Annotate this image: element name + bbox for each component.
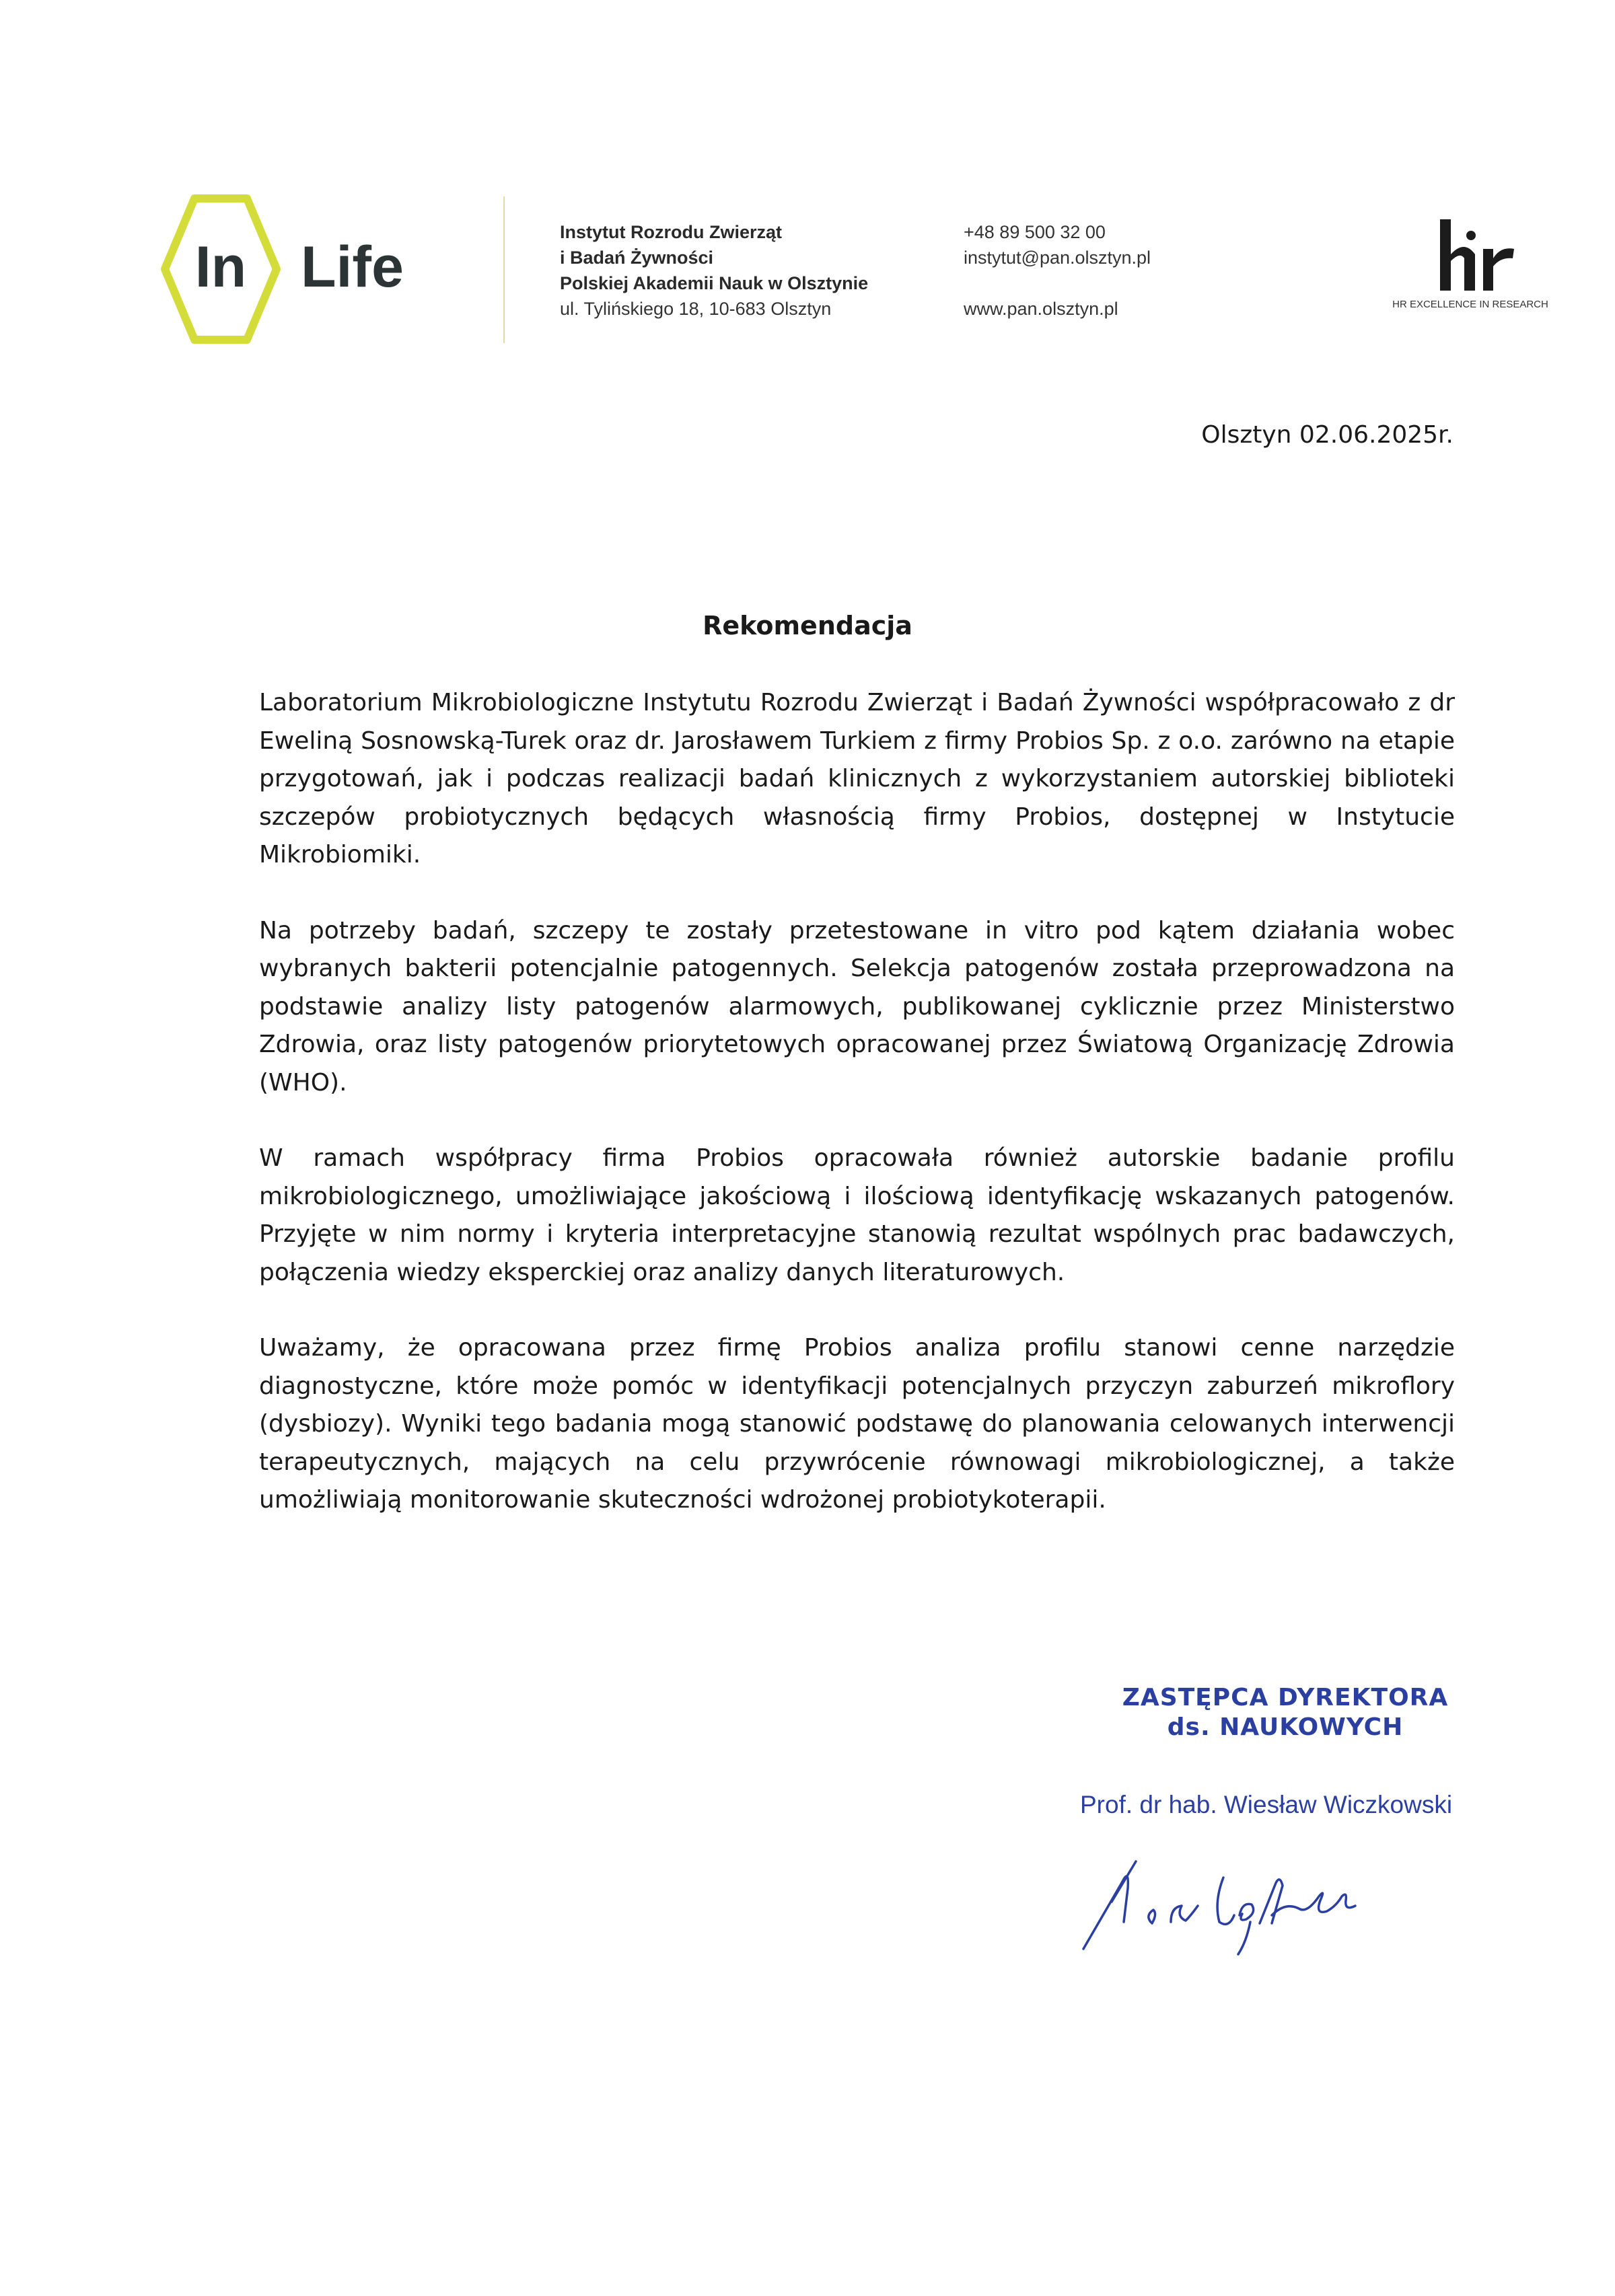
header-divider	[503, 196, 505, 343]
logo-text-life: Life	[301, 235, 404, 299]
inlife-logo	[151, 192, 421, 346]
handwritten-signature	[1070, 1821, 1487, 1956]
email-link[interactable]: instytut@pan.olsztyn.pl	[964, 248, 1151, 268]
signature-block	[1050, 1683, 1521, 1818]
hr-caption: HR EXCELLENCE IN RESEARCH	[1392, 299, 1548, 310]
signer-name: Prof. dr hab. Wiesław Wiczkowski	[1080, 1791, 1453, 1818]
hr-excellence-logo	[1386, 219, 1554, 320]
paragraph-2: Na potrzeby badań, szczepy te zostały przetestowane in vitro pod kątem działania wobec wybranych bakterii potencjalnie patogennych. Selekcja patogenów została przeprowadzona na podstawie analizy listy patogenów alarmowych, publikowanej cyklicznie przez Ministerstwo Zdrowia, oraz listy patogenów priorytetowych opracowanej przez Światową Organizację Zdrowia (WHO).	[259, 916, 1455, 1097]
institute-name-line-3: Polskiej Akademii Nauk w Olsztynie	[560, 273, 869, 293]
letter-body	[259, 684, 1455, 1520]
paragraph-3: W ramach współpracy firma Probios opracowała również autorskie badanie profilu mikrobiologicznego, umożliwiające jakościową i ilościową identyfikację wskazanych patogenów. Przyjęte w nim normy i kryteria interpretacyjne stanowią rezultat wspólnych prac badawczych, połączenia wiedzy eksperckiej oraz analizy danych literaturowych.	[259, 1144, 1455, 1286]
institute-name-line-1: Instytut Rozrodu Zwierząt	[560, 222, 782, 242]
letter-date: Olsztyn 02.06.2025r.	[1201, 421, 1454, 449]
website-link[interactable]: www.pan.olsztyn.pl	[964, 299, 1118, 319]
contact-info	[964, 219, 1246, 322]
stamp-title-line-2: ds. NAUKOWYCH	[1167, 1713, 1404, 1741]
institute-address	[560, 219, 937, 322]
institute-name-line-2: i Badań Żywności	[560, 248, 714, 268]
institute-street-address: ul. Tylińskiego 18, 10-683 Olsztyn	[560, 299, 832, 319]
letterhead	[0, 0, 1615, 377]
logo-text-in: In	[194, 235, 247, 299]
stamp-title-line-1: ZASTĘPCA DYREKTORA	[1122, 1684, 1449, 1711]
paragraph-4: Uważamy, że opracowana przez firmę Probios analiza profilu stanowi cenne narzędzie diagnostyczne, które może pomóc w identyfikacji potencjalnych przyczyn zaburzeń mikroflory (dysbiozy). Wyniki tego badania mogą stanowić podstawę do planowania celowanych interwencji terapeutycznych, mających na celu przywrócenie równowagi mikrobiologicznej, a także umożliwiają monitorowanie skuteczności wdrożonej probiotykoterapii.	[259, 1334, 1455, 1514]
document-title: Rekomendacja	[703, 611, 912, 640]
phone-number: +48 89 500 32 00	[964, 222, 1106, 242]
paragraph-1: Laboratorium Mikrobiologiczne Instytutu Rozrodu Zwierząt i Badań Żywności współpracowało z dr Eweliną Sosnowską-Turek oraz dr. Jarosławem Turkiem z firmy Probios Sp. z o.o. zarówno na etapie przygotowań, jak i podczas realizacji badań klinicznych z wykorzystaniem autorskiej biblioteki szczepów probiotycznych będących własnością firmy Probios, dostępnej w Instytucie Mikrobiomiki.	[259, 689, 1455, 868]
